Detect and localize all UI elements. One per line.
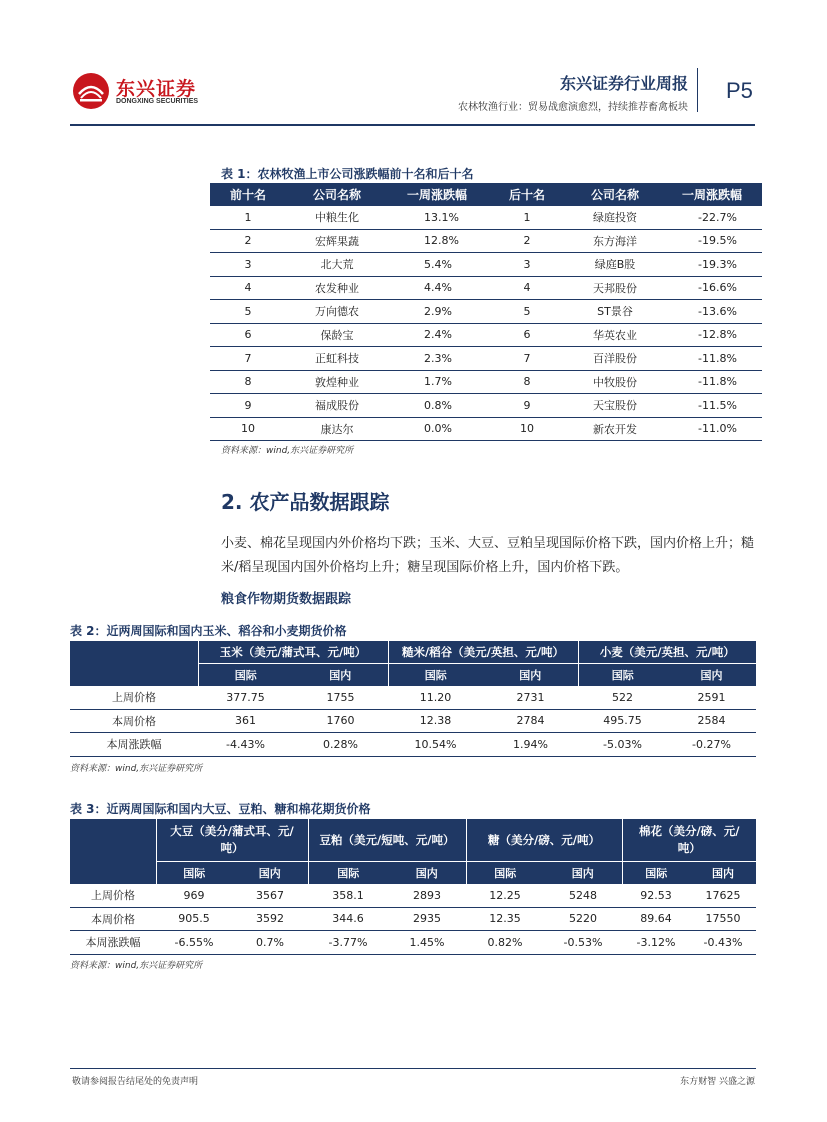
table2-cell: -5.03% — [578, 733, 667, 757]
table3-cell: 0.82% — [466, 931, 544, 955]
table1-cell: 4 — [486, 276, 568, 300]
footer-slogan: 东方财智 兴盛之源 — [680, 1077, 755, 1087]
table1-header-row — [210, 183, 762, 206]
table2-group-header: 小麦（美元/英担、元/吨） — [578, 641, 756, 664]
table2 — [70, 641, 756, 757]
table3-group-header: 豆粕（美元/短吨、元/吨） — [308, 819, 466, 862]
table3-cell: 969 — [156, 884, 232, 907]
table3-cell: 12.35 — [466, 907, 544, 931]
table3-cell: -3.12% — [622, 931, 690, 955]
table1-cell: 9 — [486, 394, 568, 418]
table2-subheader-cell: 国内 — [293, 664, 388, 687]
table-row — [70, 686, 756, 709]
table2-corner-cell — [70, 641, 198, 686]
table1-cell: 5 — [210, 300, 286, 324]
table1-cell: 北大荒 — [286, 253, 388, 277]
table3-subheader-row — [70, 862, 756, 885]
table1-cell: 4 — [210, 276, 286, 300]
logo-text-en: DONGXING SECURITIES — [116, 98, 199, 105]
table-row — [210, 347, 762, 371]
table1-cell: 6 — [486, 323, 568, 347]
table3-group-header: 棉花（美分/磅、元/吨） — [622, 819, 756, 862]
table2-cell: -4.43% — [198, 733, 293, 757]
table1-cell: 2 — [210, 229, 286, 253]
table1-cell: 4.4% — [388, 276, 486, 300]
table1-cell: 3 — [486, 253, 568, 277]
table1-cell: -16.6% — [662, 276, 762, 300]
table1-cell: 百洋股份 — [568, 347, 662, 371]
report-subtitle: 农林牧渔行业：贸易战愈演愈烈，持续推荐畜禽板块 — [458, 102, 688, 113]
table1-cell: -11.0% — [662, 417, 762, 441]
table1-cell: 华英农业 — [568, 323, 662, 347]
table1-cell: 天宝股份 — [568, 394, 662, 418]
table1-header-cell: 公司名称 — [286, 183, 388, 206]
table1-cell: 5.4% — [388, 253, 486, 277]
table-row — [210, 417, 762, 441]
table1-cell: ST景谷 — [568, 300, 662, 324]
table1-cell: 康达尔 — [286, 417, 388, 441]
table2-cell: 1.94% — [483, 733, 578, 757]
table2-row-label: 本周涨跌幅 — [70, 733, 198, 757]
table3-cell: -6.55% — [156, 931, 232, 955]
table1-cell: 7 — [486, 347, 568, 371]
table1-cell: 0.8% — [388, 394, 486, 418]
table1-cell: 农发种业 — [286, 276, 388, 300]
table3-subheader-cell: 国内 — [388, 862, 466, 885]
table3-cell: 2893 — [388, 884, 466, 907]
table1-cell: 万向德农 — [286, 300, 388, 324]
table-row — [70, 907, 756, 931]
table-row — [210, 370, 762, 394]
table2-row-label: 本周价格 — [70, 709, 198, 733]
table3-cell: 358.1 — [308, 884, 388, 907]
table-row — [70, 709, 756, 733]
logo-text-cn: 东兴证券 — [116, 78, 197, 100]
table3-cell: 3567 — [232, 884, 308, 907]
table1-cell: 2 — [486, 229, 568, 253]
table3-caption: 表 3：近两周国际和国内大豆、豆粕、糖和棉花期货价格 — [70, 802, 371, 816]
table3-cell: 89.64 — [622, 907, 690, 931]
table2-cell: 0.28% — [293, 733, 388, 757]
table2-cell: 1760 — [293, 709, 388, 733]
header-divider — [697, 68, 698, 112]
table2-cell: 361 — [198, 709, 293, 733]
table3-cell: 2935 — [388, 907, 466, 931]
table1-cell: -11.8% — [662, 370, 762, 394]
table-row — [210, 276, 762, 300]
table2-group-header-row — [70, 641, 756, 664]
table1-source: 资料来源：wind,东兴证券研究所 — [221, 446, 354, 456]
table2-group-header: 糙米/稻谷（美元/英担、元/吨） — [388, 641, 578, 664]
table2-source: 资料来源：wind,东兴证券研究所 — [70, 764, 203, 774]
table1-cell: 新农开发 — [568, 417, 662, 441]
table1-cell: -22.7% — [662, 206, 762, 229]
company-logo — [72, 72, 202, 112]
table1-cell: -12.8% — [662, 323, 762, 347]
table2-subheader-cell: 国内 — [483, 664, 578, 687]
table1-cell: -13.6% — [662, 300, 762, 324]
table3-cell: 92.53 — [622, 884, 690, 907]
footer-rule — [70, 1068, 756, 1069]
table1-cell: 9 — [210, 394, 286, 418]
table3-subheader-cell: 国内 — [232, 862, 308, 885]
table-row — [210, 300, 762, 324]
table1-cell: 敦煌种业 — [286, 370, 388, 394]
table3-cell: 905.5 — [156, 907, 232, 931]
table2-cell: 377.75 — [198, 686, 293, 709]
table1-cell: -19.3% — [662, 253, 762, 277]
table3-cell: 5248 — [544, 884, 622, 907]
table3-cell: 12.25 — [466, 884, 544, 907]
table2-subheader-cell: 国际 — [578, 664, 667, 687]
table3-subheader-cell: 国内 — [544, 862, 622, 885]
page-number: P5 — [726, 78, 753, 103]
table1-cell: 福成股份 — [286, 394, 388, 418]
table2-cell: 11.20 — [388, 686, 483, 709]
table1-cell: -11.5% — [662, 394, 762, 418]
table3-subheader-cell: 国内 — [690, 862, 756, 885]
table3-corner-cell — [70, 819, 156, 884]
table-row — [210, 253, 762, 277]
dongxing-logo-icon — [72, 72, 110, 110]
table2-row-label: 上周价格 — [70, 686, 198, 709]
table3 — [70, 819, 756, 955]
table1-cell: 10 — [210, 417, 286, 441]
table2-subheader-cell: 国内 — [667, 664, 756, 687]
table1-header-cell: 一周涨跌幅 — [388, 183, 486, 206]
table1-cell: 2.4% — [388, 323, 486, 347]
table2-caption: 表 2：近两周国际和国内玉米、稻谷和小麦期货价格 — [70, 624, 347, 638]
table1-cell: -19.5% — [662, 229, 762, 253]
table1 — [210, 183, 762, 441]
table2-cell: 522 — [578, 686, 667, 709]
table1-cell: 1.7% — [388, 370, 486, 394]
table2-group-header: 玉米（美元/蒲式耳、元/吨） — [198, 641, 388, 664]
table1-cell: 1 — [486, 206, 568, 229]
table1-cell: 中牧股份 — [568, 370, 662, 394]
table3-group-header: 大豆（美分/蒲式耳、元/吨） — [156, 819, 308, 862]
table2-cell: 10.54% — [388, 733, 483, 757]
table3-group-header: 糖（美分/磅、元/吨） — [466, 819, 622, 862]
table1-cell: 绿庭投资 — [568, 206, 662, 229]
table1-cell: 中粮生化 — [286, 206, 388, 229]
table1-cell: 天邦股份 — [568, 276, 662, 300]
table1-cell: 宏辉果蔬 — [286, 229, 388, 253]
table-row — [70, 931, 756, 955]
table3-group-header-row — [70, 819, 756, 862]
table1-cell: 13.1% — [388, 206, 486, 229]
table3-source: 资料来源：wind,东兴证券研究所 — [70, 961, 203, 971]
table1-header-cell: 一周涨跌幅 — [662, 183, 762, 206]
table3-cell: -0.53% — [544, 931, 622, 955]
table3-cell: 3592 — [232, 907, 308, 931]
table3-subheader-cell: 国际 — [622, 862, 690, 885]
table1-cell: 6 — [210, 323, 286, 347]
table3-row-label: 上周价格 — [70, 884, 156, 907]
table1-header-cell: 前十名 — [210, 183, 286, 206]
table3-cell: 1.45% — [388, 931, 466, 955]
table1-cell: 0.0% — [388, 417, 486, 441]
header-rule — [70, 124, 755, 126]
table3-row-label: 本周价格 — [70, 907, 156, 931]
table3-cell: -0.43% — [690, 931, 756, 955]
table2-subheader-cell: 国际 — [388, 664, 483, 687]
table1-header-cell: 公司名称 — [568, 183, 662, 206]
table2-cell: -0.27% — [667, 733, 756, 757]
table2-cell: 2731 — [483, 686, 578, 709]
table-row — [210, 394, 762, 418]
footer-disclaimer: 敬请参阅报告结尾处的免责声明 — [72, 1077, 199, 1087]
table3-cell: 5220 — [544, 907, 622, 931]
table1-cell: -11.8% — [662, 347, 762, 371]
table-row — [210, 323, 762, 347]
table3-subheader-cell: 国际 — [308, 862, 388, 885]
table2-subheader-cell: 国际 — [198, 664, 293, 687]
table2-cell: 2591 — [667, 686, 756, 709]
table3-cell: 17550 — [690, 907, 756, 931]
table-row — [70, 884, 756, 907]
table-row — [70, 733, 756, 757]
table2-cell: 12.38 — [388, 709, 483, 733]
table1-cell: 2.9% — [388, 300, 486, 324]
table1-cell: 1 — [210, 206, 286, 229]
table-row — [210, 206, 762, 229]
table2-cell: 495.75 — [578, 709, 667, 733]
table1-cell: 12.8% — [388, 229, 486, 253]
table3-cell: 344.6 — [308, 907, 388, 931]
table1-cell: 2.3% — [388, 347, 486, 371]
table1-cell: 保龄宝 — [286, 323, 388, 347]
table2-cell: 2584 — [667, 709, 756, 733]
table1-cell: 正虹科技 — [286, 347, 388, 371]
table1-cell: 东方海洋 — [568, 229, 662, 253]
section-paragraph: 小麦、棉花呈现国内外价格均下跌；玉米、大豆、豆粕呈现国际价格下跌，国内价格上升；糙米/稻呈现国内国外价格均上升；糖呈现国际价格上升，国内价格下跌。 — [221, 536, 755, 575]
table3-row-label: 本周涨跌幅 — [70, 931, 156, 955]
table1-caption: 表 1：农林牧渔上市公司涨跌幅前十名和后十名 — [221, 167, 474, 181]
table1-cell: 5 — [486, 300, 568, 324]
table3-subheader-cell: 国际 — [466, 862, 544, 885]
table3-cell: 17625 — [690, 884, 756, 907]
table3-cell: 0.7% — [232, 931, 308, 955]
table3-subheader-cell: 国际 — [156, 862, 232, 885]
table2-cell: 2784 — [483, 709, 578, 733]
section-title: 2. 农产品数据跟踪 — [221, 490, 390, 514]
report-title: 东兴证券行业周报 — [559, 74, 688, 93]
table1-cell: 10 — [486, 417, 568, 441]
section-subheading: 粮食作物期货数据跟踪 — [221, 592, 352, 607]
table1-cell: 8 — [210, 370, 286, 394]
table1-cell: 8 — [486, 370, 568, 394]
table1-cell: 3 — [210, 253, 286, 277]
table1-header-cell: 后十名 — [486, 183, 568, 206]
table2-cell: 1755 — [293, 686, 388, 709]
table3-cell: -3.77% — [308, 931, 388, 955]
table1-cell: 7 — [210, 347, 286, 371]
table-row — [210, 229, 762, 253]
table1-cell: 绿庭B股 — [568, 253, 662, 277]
